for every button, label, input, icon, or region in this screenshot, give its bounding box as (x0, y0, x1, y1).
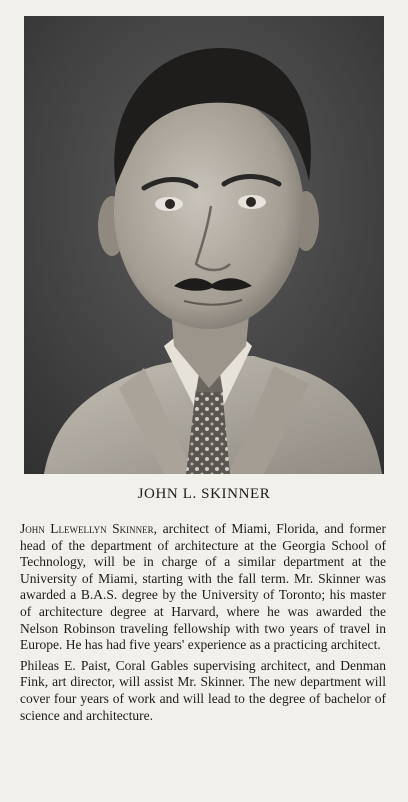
article-paragraph-2: Phileas E. Paist, Coral Gables supervising architect, and Denman Fink, art director, will assist Mr. Skinner. The new department will cover four years of work and will lead to the degree of bachelor of science and architecture. (20, 657, 386, 723)
portrait-illustration (24, 16, 384, 474)
article-body (20, 521, 386, 724)
paragraph-1-text: , architect of Miami, Florida, and former head of the department of architecture at the Georgia School of Technology, will be in charge of a similar department at the University of Miami, starting with the fall term. Mr. Skinner was awarded a B.A.S. degree by the University of Toronto; his master of architecture degree at Harvard, where he was awarded the Nelson Robinson traveling fellowship with two years of travel in Europe. He has had five years' experience as a practicing architect. (20, 521, 386, 653)
portrait-photo (24, 16, 384, 474)
article-paragraph-1 (20, 521, 386, 654)
caption-title: JOHN L. SKINNER (137, 486, 271, 502)
lead-name: John Llewellyn Skinner (20, 521, 154, 536)
